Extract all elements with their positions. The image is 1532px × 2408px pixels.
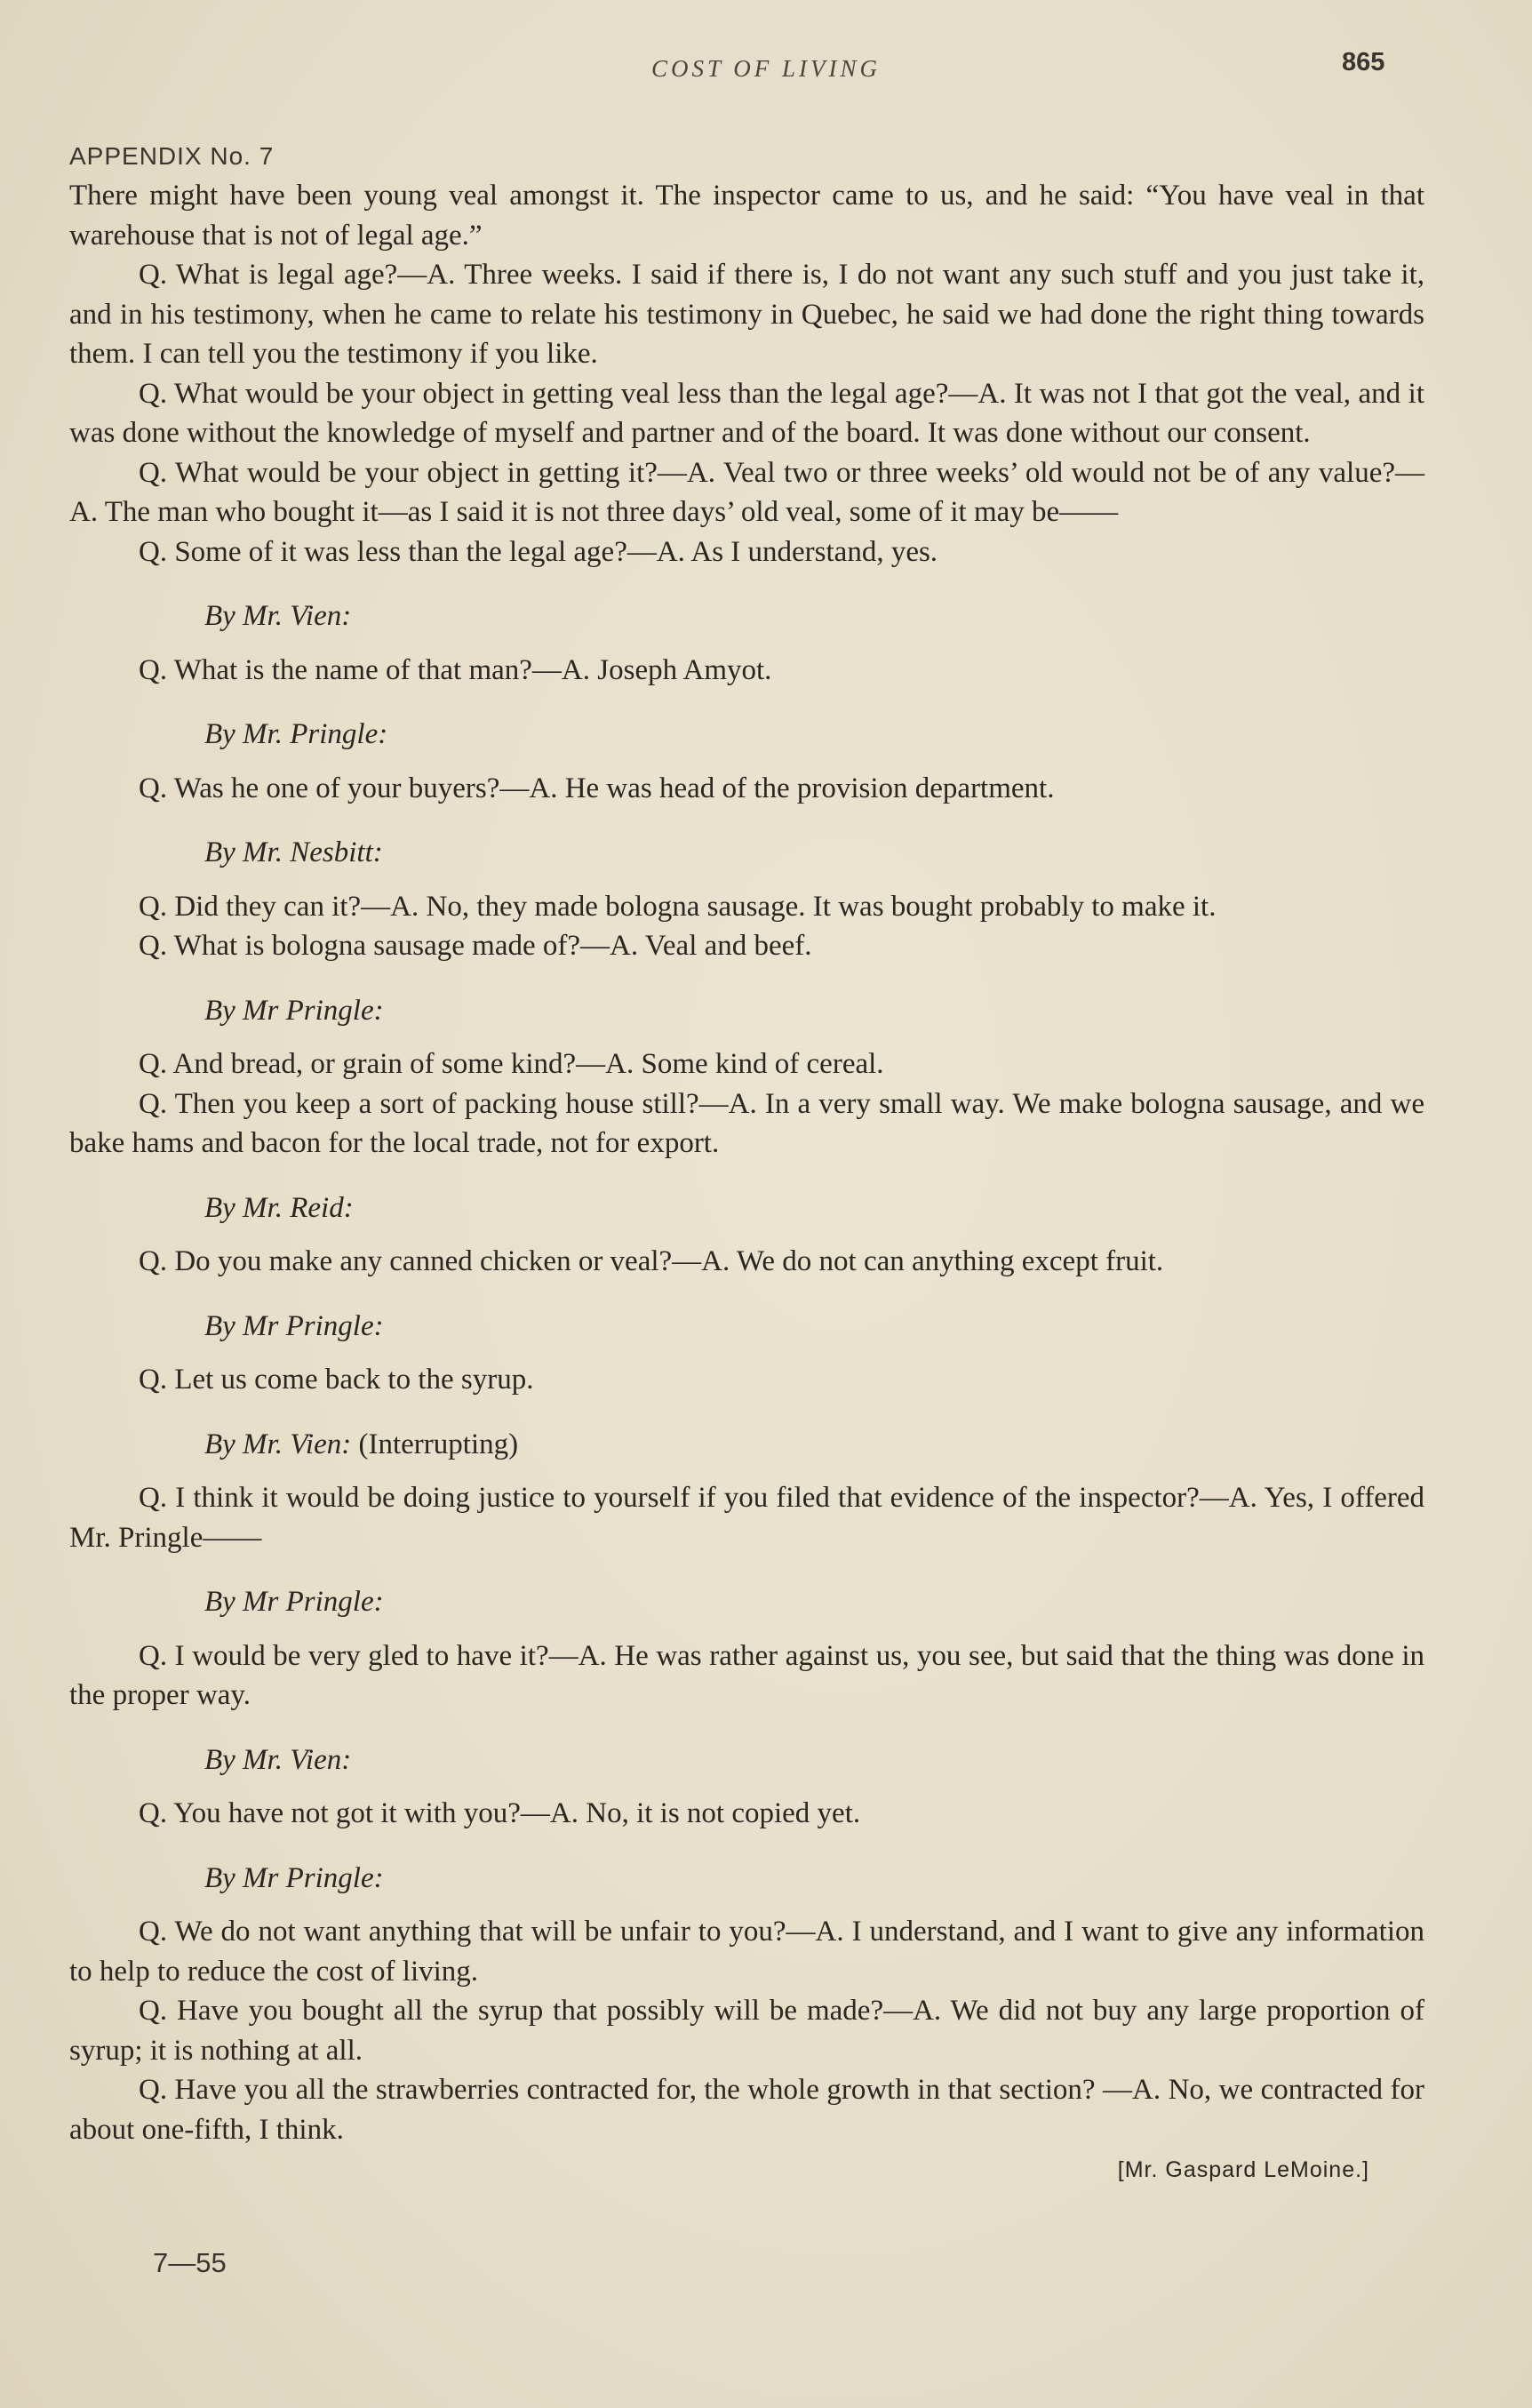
question-answer: Q. Let us come back to the syrup. bbox=[139, 1364, 534, 1396]
speaker-heading: By Mr. Vien: bbox=[204, 600, 352, 632]
question-answer: Q. Then you keep a sort of packing house still?—A. In a very small way. We make bologna sausage, and we bake hams and bacon for the local trade, not for export. bbox=[69, 1087, 1424, 1159]
question-answer: Q. I think it would be doing justice to yourself if you filed that evidence of the inspector?—A. Yes, I offered Mr. Pringle—— bbox=[69, 1482, 1424, 1554]
speaker-heading: By Mr Pringle: bbox=[204, 1861, 384, 1894]
appendix-label: APPENDIX No. 7 bbox=[69, 142, 275, 170]
question-answer: Q. Some of it was less than the legal age?—A. As I understand, yes. bbox=[139, 535, 938, 568]
question-answer: Q. What would be your object in getting veal less than the legal age?—A. It was not I that got the veal, and it was done without the knowledge of myself and partner and of the board. It was done without our consent. bbox=[69, 377, 1424, 449]
question-answer: Q. What is the name of that man?—A. Joseph Amyot. bbox=[139, 653, 772, 686]
speaker-heading-with-aside bbox=[69, 1425, 1424, 1465]
speaker-heading: By Mr Pringle: bbox=[204, 994, 384, 1027]
question-answer: Q. Did they can it?—A. No, they made bologna sausage. It was bought probably to make it. bbox=[139, 890, 1217, 923]
speaker-heading: By Mr. Reid: bbox=[204, 1191, 354, 1224]
speaker-aside: (Interrupting) bbox=[358, 1428, 519, 1460]
question-answer: Q. Have you bought all the syrup that possibly will be made?—A. We did not buy any large proportion of syrup; it is nothing at all. bbox=[69, 1995, 1424, 2067]
printer-signature-mark: 7—55 bbox=[153, 2247, 227, 2278]
question-answer: Q. And bread, or grain of some kind?—A. Some kind of cereal. bbox=[139, 1048, 884, 1080]
question-answer: Q. You have not got it with you?—A. No, it is not copied yet. bbox=[139, 1797, 861, 1829]
speaker-name: By Mr. Vien: bbox=[204, 1428, 352, 1460]
question-answer: Q. Was he one of your buyers?—A. He was head of the provision department. bbox=[139, 772, 1055, 804]
question-answer: Q. We do not want anything that will be unfair to you?—A. I understand, and I want to give any information to help to reduce the cost of living. bbox=[69, 1916, 1424, 1988]
question-answer: Q. Have you all the strawberries contracted for, the whole growth in that section? —A. No, we contracted for about one-fifth, I think. bbox=[69, 2074, 1424, 2146]
speaker-heading: By Mr Pringle: bbox=[204, 1586, 384, 1618]
paragraph: There might have been young veal amongst it. The inspector came to us, and he said: “You have veal in that warehouse that is not of legal age.” bbox=[69, 180, 1424, 252]
page-number: 865 bbox=[1342, 48, 1385, 76]
question-answer: Q. What is legal age?—A. Three weeks. I said if there is, I do not want any such stuff and you just take it, and in his testimony, when he came to relate his testimony in Quebec, he said we had done the right thing towards them. I can tell you the testimony if you like. bbox=[69, 259, 1424, 370]
speaker-heading: By Mr. Nesbitt: bbox=[204, 836, 383, 868]
question-answer: Q. Do you make any canned chicken or veal?—A. We do not can anything except fruit. bbox=[139, 1245, 1164, 1277]
speaker-heading: By Mr. Pringle: bbox=[204, 718, 388, 750]
speaker-heading: By Mr Pringle: bbox=[204, 1309, 384, 1342]
question-answer: Q. What would be your object in getting it?—A. Veal two or three weeks’ old would not be of any value?—A. The man who bought it—as I said it is not three days’ old veal, some of it may be—— bbox=[69, 456, 1424, 528]
testimony-body bbox=[69, 176, 1424, 2185]
speaker-heading: By Mr. Vien: bbox=[204, 1743, 352, 1776]
witness-attribution: [Mr. Gaspard LeMoine.] bbox=[1117, 2157, 1369, 2182]
question-answer: Q. I would be very gled to have it?—A. He was rather against us, you see, but said that the thing was done in the proper way. bbox=[69, 1639, 1424, 1711]
question-answer: Q. What is bologna sausage made of?—A. Veal and beef. bbox=[139, 930, 812, 962]
running-title: COST OF LIVING bbox=[650, 55, 882, 82]
